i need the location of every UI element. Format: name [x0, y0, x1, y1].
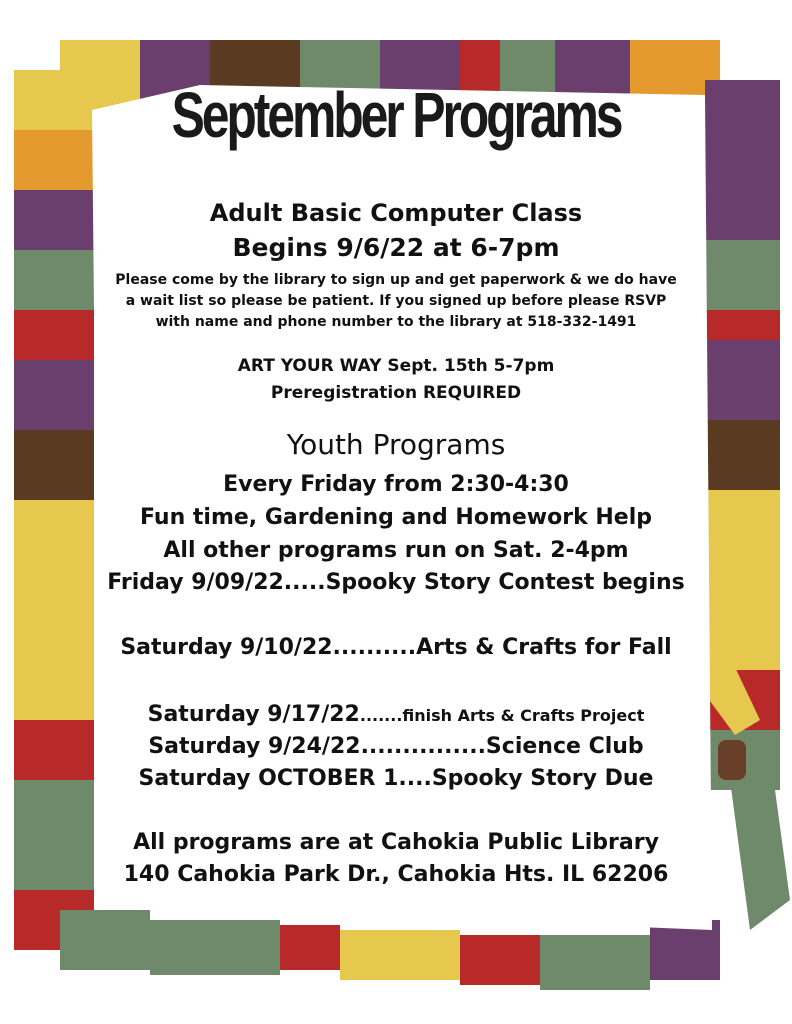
youth-line-4: Friday 9/09/22.....Spooky Story Contest begins	[107, 570, 685, 595]
schedule-sept-10: Saturday 9/10/22..........Arts & Crafts for Fall	[120, 635, 672, 660]
art-registration: Preregistration REQUIRED	[270, 383, 522, 403]
adult-class-date: Begins 9/6/22 at 6-7pm	[232, 233, 560, 262]
adult-class-note-1: Please come by the library to sign up and get paperwork & we do have	[115, 272, 677, 288]
adult-class-heading: Adult Basic Computer Class	[209, 199, 583, 227]
youth-line-3: All other programs run on Sat. 2-4pm	[163, 538, 629, 563]
location-line-2: 140 Cahokia Park Dr., Cahokia Hts. IL 62206	[123, 862, 669, 887]
youth-line-2: Fun time, Gardening and Homework Help	[139, 505, 652, 530]
schedule-sept-24: Saturday 9/24/22...............Science Club	[148, 734, 644, 759]
youth-line-1: Every Friday from 2:30-4:30	[223, 472, 569, 497]
page-title: September Programs	[171, 79, 621, 151]
schedule-oct-1: Saturday OCTOBER 1....Spooky Story Due	[138, 766, 654, 791]
schedule-sept-17-date: Saturday 9/17/22	[147, 702, 360, 727]
adult-class-note-2: a wait list so please be patient. If you signed up before please RSVP	[125, 293, 667, 309]
location-line-1: All programs are at Cahokia Public Library	[133, 830, 659, 855]
schedule-sept-17-event: .......finish Arts & Crafts Project	[359, 706, 645, 725]
adult-class-note-3: with name and phone number to the library at 518-332-1491	[155, 314, 637, 330]
schedule-sept-17	[0, 702, 792, 727]
youth-heading: Youth Programs	[286, 428, 506, 461]
art-your-way: ART YOUR WAY Sept. 15th 5-7pm	[237, 356, 555, 376]
